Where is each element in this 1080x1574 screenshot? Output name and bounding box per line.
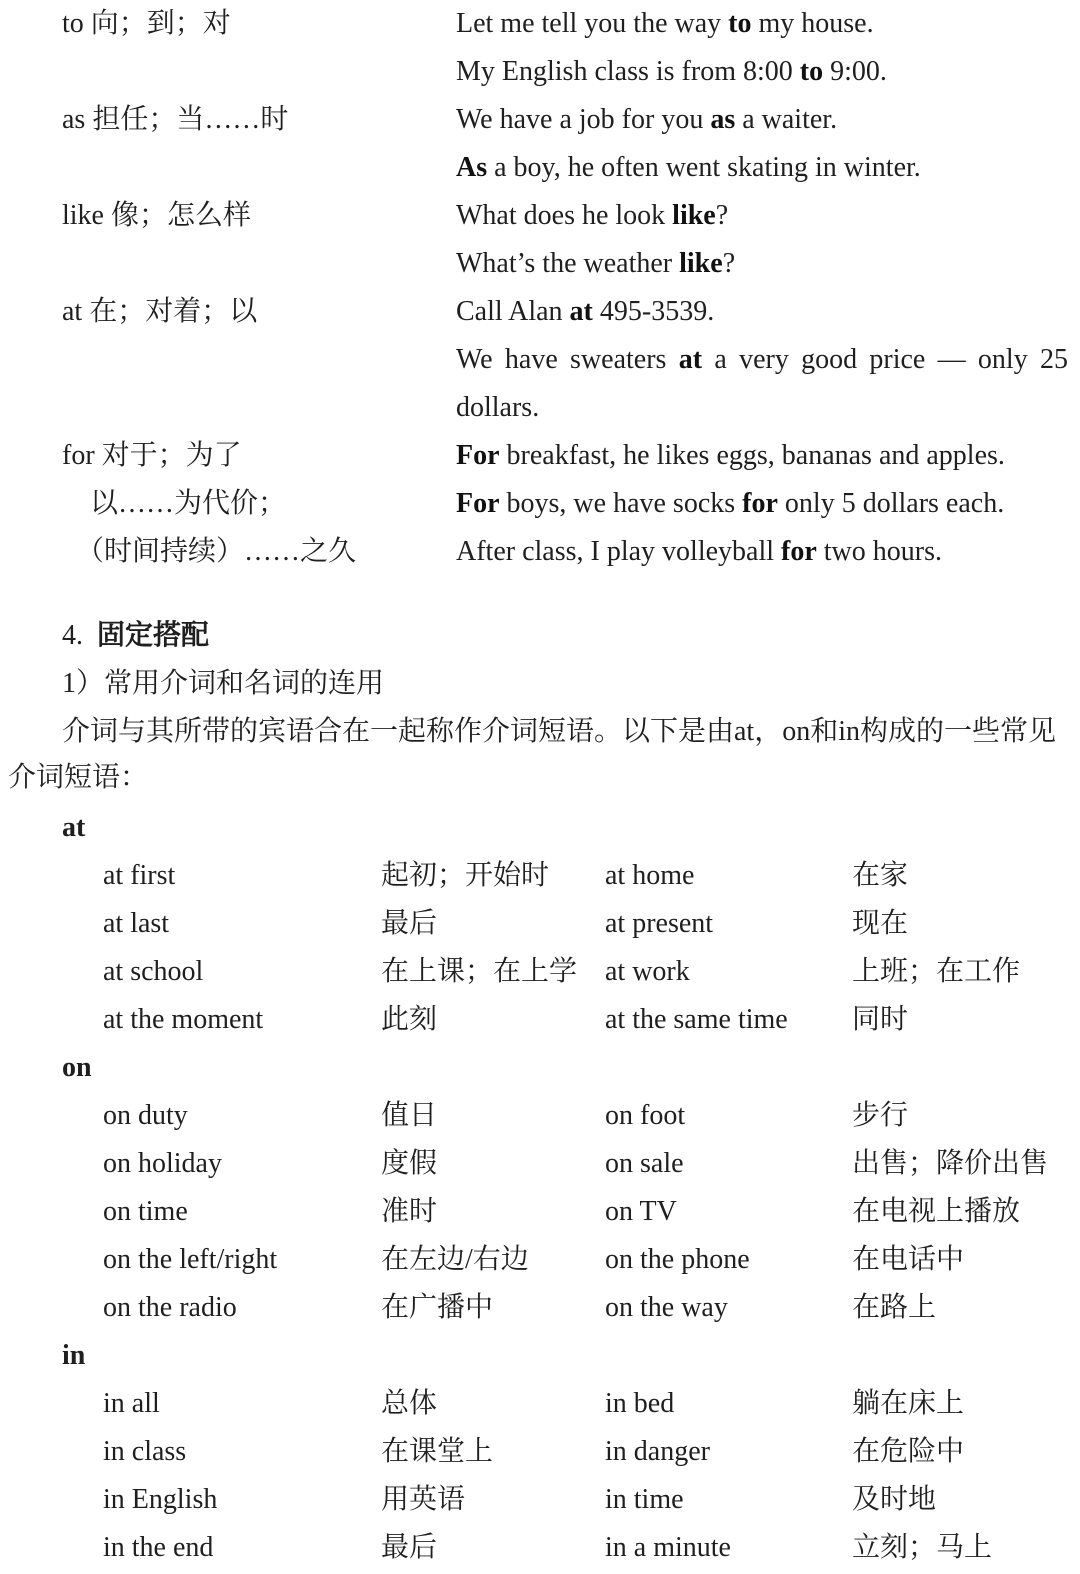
sentence-text: Let me tell you the way bbox=[456, 8, 729, 39]
phrase-row bbox=[0, 1188, 1080, 1236]
phrase-row bbox=[0, 1236, 1080, 1284]
highlighted-preposition: As bbox=[456, 152, 488, 183]
sentence-text: my house. bbox=[751, 8, 874, 39]
usage-example-sentence bbox=[456, 0, 874, 48]
phrase-en: at work bbox=[605, 956, 690, 987]
phrase-row bbox=[0, 1284, 1080, 1332]
phrase-cn: 在路上 bbox=[852, 1292, 937, 1323]
usage-example-sentence bbox=[456, 192, 728, 240]
phrase-en: at the same time bbox=[605, 1004, 788, 1035]
section-heading bbox=[62, 612, 209, 660]
highlighted-preposition: to bbox=[728, 8, 752, 39]
sentence-text: dollars. bbox=[456, 392, 540, 423]
sentence-text: We have a job for you bbox=[456, 104, 711, 135]
highlighted-preposition: for bbox=[781, 536, 817, 567]
usage-example-sentence bbox=[456, 384, 539, 432]
phrase-cn: 出售；降价出售 bbox=[852, 1148, 1049, 1179]
phrase-cn: 起初；开始时 bbox=[381, 860, 550, 891]
phrase-row bbox=[0, 948, 1080, 996]
phrase-en: in danger bbox=[605, 1436, 710, 1467]
phrase-en: on duty bbox=[103, 1100, 188, 1131]
usage-row bbox=[0, 288, 1080, 336]
usage-meaning: 以……为代价； bbox=[90, 488, 287, 519]
phrase-en: in English bbox=[103, 1484, 218, 1515]
subsection-title: 1）常用介词和名词的连用 bbox=[62, 668, 385, 699]
usage-row bbox=[0, 96, 1080, 144]
phrase-cn: 在上课；在上学 bbox=[381, 956, 578, 987]
usage-row bbox=[0, 528, 1080, 576]
phrase-cn: 在广播中 bbox=[381, 1292, 494, 1323]
phrase-en: at the moment bbox=[103, 1004, 264, 1035]
phrase-cn: 上班；在工作 bbox=[852, 956, 1021, 987]
intro-paragraph-line-1: 介词与其所带的宾语合在一起称作介词短语。以下是由at，on和in构成的一些常见 bbox=[62, 716, 1056, 747]
phrase-en: on foot bbox=[605, 1100, 686, 1131]
usage-row bbox=[0, 0, 1080, 48]
sentence-text: a boy, he often went skating in winter. bbox=[487, 152, 921, 183]
usage-example-sentence bbox=[456, 336, 1068, 384]
highlighted-preposition: like bbox=[672, 200, 716, 231]
usage-meaning: for 对于；为了 bbox=[62, 440, 242, 471]
phrase-row bbox=[0, 996, 1080, 1044]
phrase-en: at last bbox=[103, 908, 170, 939]
sentence-text: My English class is from 8:00 bbox=[456, 56, 800, 87]
usage-example-sentence bbox=[456, 480, 1004, 528]
phrase-cn: 在电话中 bbox=[852, 1244, 965, 1275]
usage-example-sentence bbox=[456, 48, 887, 96]
phrase-en: in all bbox=[103, 1388, 160, 1419]
phrase-en: in a minute bbox=[605, 1532, 731, 1563]
sentence-text: Call Alan bbox=[456, 296, 570, 327]
section-number: 4. bbox=[62, 620, 83, 651]
sentence-text: boys, we have socks bbox=[499, 488, 743, 519]
phrase-en: in bed bbox=[605, 1388, 675, 1419]
phrase-en: in time bbox=[605, 1484, 684, 1515]
phrase-cn: 同时 bbox=[852, 1004, 909, 1035]
usage-example-sentence bbox=[456, 96, 837, 144]
usage-meaning: to 向；到；对 bbox=[62, 8, 231, 39]
phrase-cn: 躺在床上 bbox=[852, 1388, 965, 1419]
phrase-en: in the end bbox=[103, 1532, 214, 1563]
phrase-cn: 及时地 bbox=[852, 1484, 937, 1515]
sentence-text: 9:00. bbox=[823, 56, 887, 87]
usage-row bbox=[0, 432, 1080, 480]
sentence-text: What’s the weather bbox=[456, 248, 680, 279]
sentence-text: We have sweaters bbox=[456, 344, 679, 375]
group-title-at: at bbox=[62, 812, 86, 843]
phrase-row bbox=[0, 852, 1080, 900]
phrase-row bbox=[0, 1380, 1080, 1428]
usage-example-sentence bbox=[456, 528, 942, 576]
usage-meaning: like 像；怎么样 bbox=[62, 200, 251, 231]
preposition-usage-examples bbox=[0, 0, 1080, 576]
phrase-row bbox=[0, 1524, 1080, 1572]
sentence-text: After class, I play volleyball bbox=[456, 536, 782, 567]
phrase-cn: 准时 bbox=[381, 1196, 438, 1227]
usage-row bbox=[0, 144, 1080, 192]
phrase-en: on sale bbox=[605, 1148, 684, 1179]
usage-meaning: at 在；对着；以 bbox=[62, 296, 258, 327]
phrase-cn: 最后 bbox=[381, 908, 438, 939]
usage-row bbox=[0, 336, 1080, 384]
group-title-on: on bbox=[62, 1052, 92, 1083]
phrase-row bbox=[0, 1476, 1080, 1524]
usage-example-sentence bbox=[456, 432, 1005, 480]
phrase-cn: 总体 bbox=[381, 1388, 438, 1419]
phrase-en: at present bbox=[605, 908, 714, 939]
usage-meaning: as 担任；当……时 bbox=[62, 104, 289, 135]
phrase-en: on the way bbox=[605, 1292, 728, 1323]
highlighted-preposition: at bbox=[678, 344, 703, 375]
usage-example-sentence bbox=[456, 144, 921, 192]
phrase-cn: 此刻 bbox=[381, 1004, 438, 1035]
sentence-text: two hours. bbox=[816, 536, 943, 567]
phrase-cn: 用英语 bbox=[381, 1484, 466, 1515]
phrase-cn: 在危险中 bbox=[852, 1436, 965, 1467]
sentence-text: 495-3539. bbox=[592, 296, 715, 327]
usage-row bbox=[0, 48, 1080, 96]
phrase-cn: 立刻；马上 bbox=[852, 1532, 993, 1563]
usage-row bbox=[0, 384, 1080, 432]
phrase-en: at home bbox=[605, 860, 695, 891]
phrase-en: in class bbox=[103, 1436, 187, 1467]
usage-row bbox=[0, 192, 1080, 240]
section-title: 固定搭配 bbox=[97, 620, 210, 651]
highlighted-preposition: For bbox=[456, 440, 500, 471]
phrase-cn: 步行 bbox=[852, 1100, 909, 1131]
intro-paragraph-line-2: 介词短语： bbox=[8, 762, 149, 793]
highlighted-preposition: for bbox=[742, 488, 778, 519]
sentence-text: ? bbox=[722, 248, 736, 279]
phrase-cn: 在课堂上 bbox=[381, 1436, 494, 1467]
phrase-en: on the radio bbox=[103, 1292, 237, 1323]
phrase-en: on time bbox=[103, 1196, 188, 1227]
phrase-cn: 在电视上播放 bbox=[852, 1196, 1021, 1227]
sentence-text: a very good price — only 25 bbox=[702, 344, 1068, 375]
phrase-en: at school bbox=[103, 956, 204, 987]
highlighted-preposition: like bbox=[679, 248, 723, 279]
phrase-en: at first bbox=[103, 860, 176, 891]
usage-example-sentence bbox=[456, 240, 735, 288]
phrase-cn: 在左边/右边 bbox=[381, 1244, 529, 1275]
usage-row bbox=[0, 240, 1080, 288]
sentence-text: What does he look bbox=[456, 200, 673, 231]
highlighted-preposition: For bbox=[456, 488, 500, 519]
group-title-in: in bbox=[62, 1340, 86, 1371]
phrase-row bbox=[0, 1092, 1080, 1140]
highlighted-preposition: at bbox=[569, 296, 593, 327]
phrase-row bbox=[0, 1428, 1080, 1476]
phrase-row bbox=[0, 900, 1080, 948]
phrase-cn: 现在 bbox=[852, 908, 909, 939]
phrase-cn: 度假 bbox=[381, 1148, 438, 1179]
phrase-cn: 值日 bbox=[381, 1100, 438, 1131]
sentence-text: ? bbox=[715, 200, 729, 231]
phrase-en: on the phone bbox=[605, 1244, 750, 1275]
sentence-text: only 5 dollars each. bbox=[777, 488, 1005, 519]
phrase-cn: 最后 bbox=[381, 1532, 438, 1563]
usage-meaning: （时间持续）……之久 bbox=[76, 536, 357, 567]
phrase-row bbox=[0, 1140, 1080, 1188]
sentence-text: breakfast, he likes eggs, bananas and apples. bbox=[499, 440, 1005, 471]
usage-example-sentence bbox=[456, 288, 714, 336]
highlighted-preposition: to bbox=[799, 56, 824, 87]
phrase-en: on TV bbox=[605, 1196, 677, 1227]
phrase-en: on holiday bbox=[103, 1148, 222, 1179]
sentence-text: a waiter. bbox=[735, 104, 838, 135]
usage-row bbox=[0, 480, 1080, 528]
phrase-en: on the left/right bbox=[103, 1244, 278, 1275]
highlighted-preposition: as bbox=[710, 104, 736, 135]
phrase-cn: 在家 bbox=[852, 860, 909, 891]
